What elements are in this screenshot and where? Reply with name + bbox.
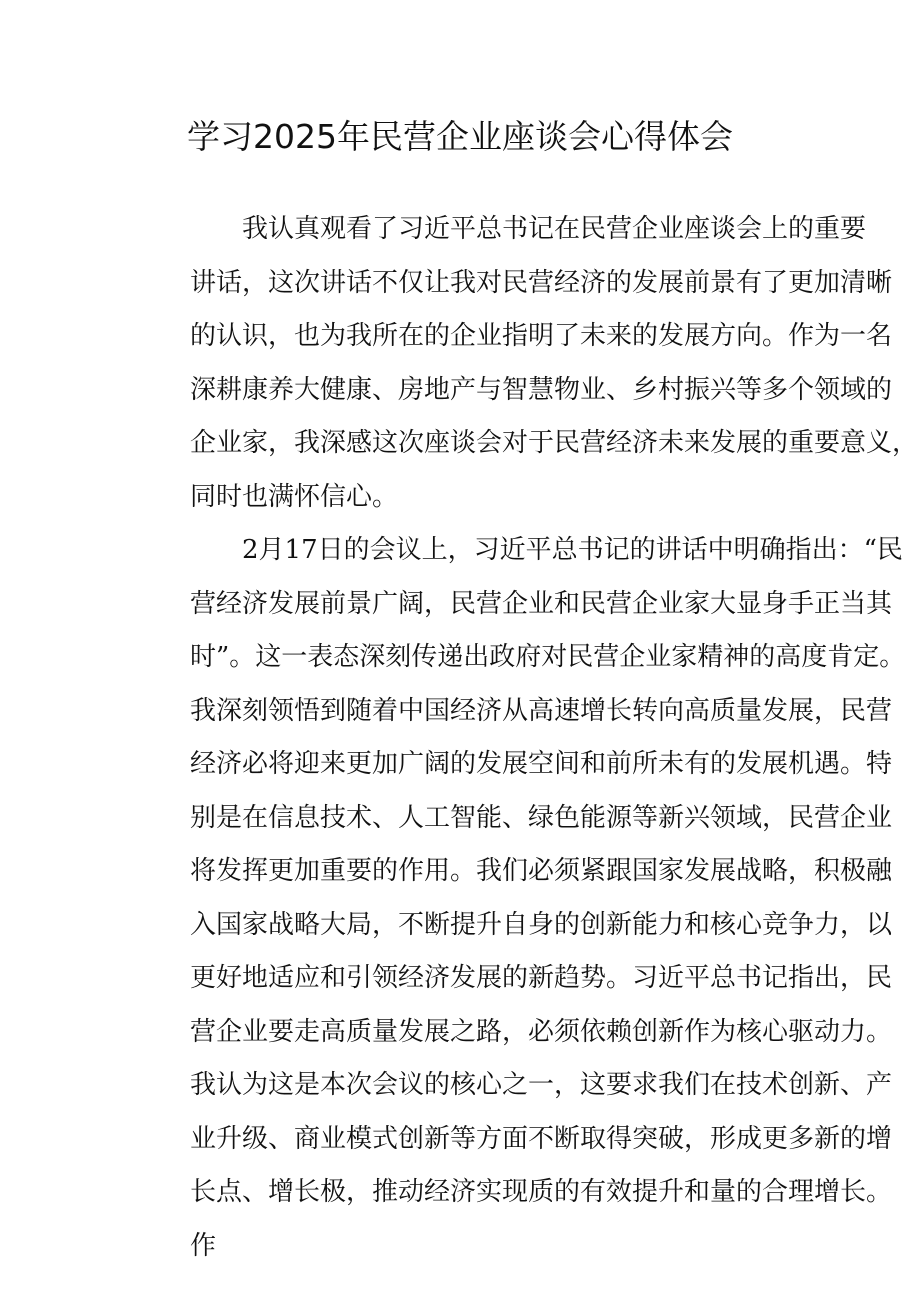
paragraph-2-line-3: 时”。这一表态深刻传递出政府对民营企业家精神的高度肯定。 xyxy=(190,642,906,672)
paragraph-2-line-9: 更好地适应和引领经济发展的新趋势。习近平总书记指出，民 xyxy=(190,963,893,993)
paragraph-2-line-11: 我认为这是本次会议的核心之一，这要求我们在技术创新、产 xyxy=(190,1070,893,1100)
paragraph-1-line-4: 深耕康养大健康、房地产与智慧物业、乡村振兴等多个领域的 xyxy=(190,374,893,405)
paragraph-2-line-8: 入国家战略大局，不断提升自身的创新能力和核心竞争力，以 xyxy=(190,909,893,940)
paragraph-2-line-10: 营企业要走高质量发展之路，必须依赖创新作为核心驱动力。 xyxy=(190,1016,893,1047)
paragraph-1-line-6: 同时也满怀信心。 xyxy=(190,481,399,512)
paragraph-2-line-1: 2月17日的会议上，习近平总书记的讲话中明确指出：“民 xyxy=(242,535,903,565)
paragraph-2-line-13: 长点、增长极，推动经济实现质的有效提升和量的合理增长。 xyxy=(190,1177,893,1207)
document-title: 学习2025年民营企业座谈会心得体会 xyxy=(187,117,733,156)
paragraph-2-line-2: 营经济发展前景广阔，民营企业和民营企业家大显身手正当其 xyxy=(190,588,893,619)
paragraph-2-line-6: 别是在信息技术、人工智能、绿色能源等新兴领域，民营企业 xyxy=(190,802,893,833)
paragraph-1-line-2: 讲话，这次讲话不仅让我对民营经济的发展前景有了更加清晰 xyxy=(190,267,893,298)
paragraph-1-line-3: 的认识，也为我所在的企业指明了未来的发展方向。作为一名 xyxy=(190,321,893,351)
paragraph-2-line-7: 将发挥更加重要的作用。我们必须紧跟国家发展战略，积极融 xyxy=(190,856,893,886)
paragraph-2-line-4: 我深刻领悟到随着中国经济从高速增长转向高质量发展，民营 xyxy=(190,695,893,726)
paragraph-1-line-1: 我认真观看了习近平总书记在民营企业座谈会上的重要 xyxy=(242,214,867,244)
paragraph-2-line-12: 业升级、商业模式创新等方面不断取得突破，形成更多新的增 xyxy=(190,1123,893,1154)
paragraph-2-line-5: 经济必将迎来更加广阔的发展空间和前所未有的发展机遇。特 xyxy=(190,749,893,779)
paragraph-1-line-5: 企业家，我深感这次座谈会对于民营经济未来发展的重要意义， xyxy=(190,428,919,458)
paragraph-2-line-14: 作 xyxy=(190,1230,217,1261)
paragraph-2 xyxy=(138,524,906,1273)
document-body xyxy=(138,203,919,1273)
paragraph-1 xyxy=(138,203,919,524)
